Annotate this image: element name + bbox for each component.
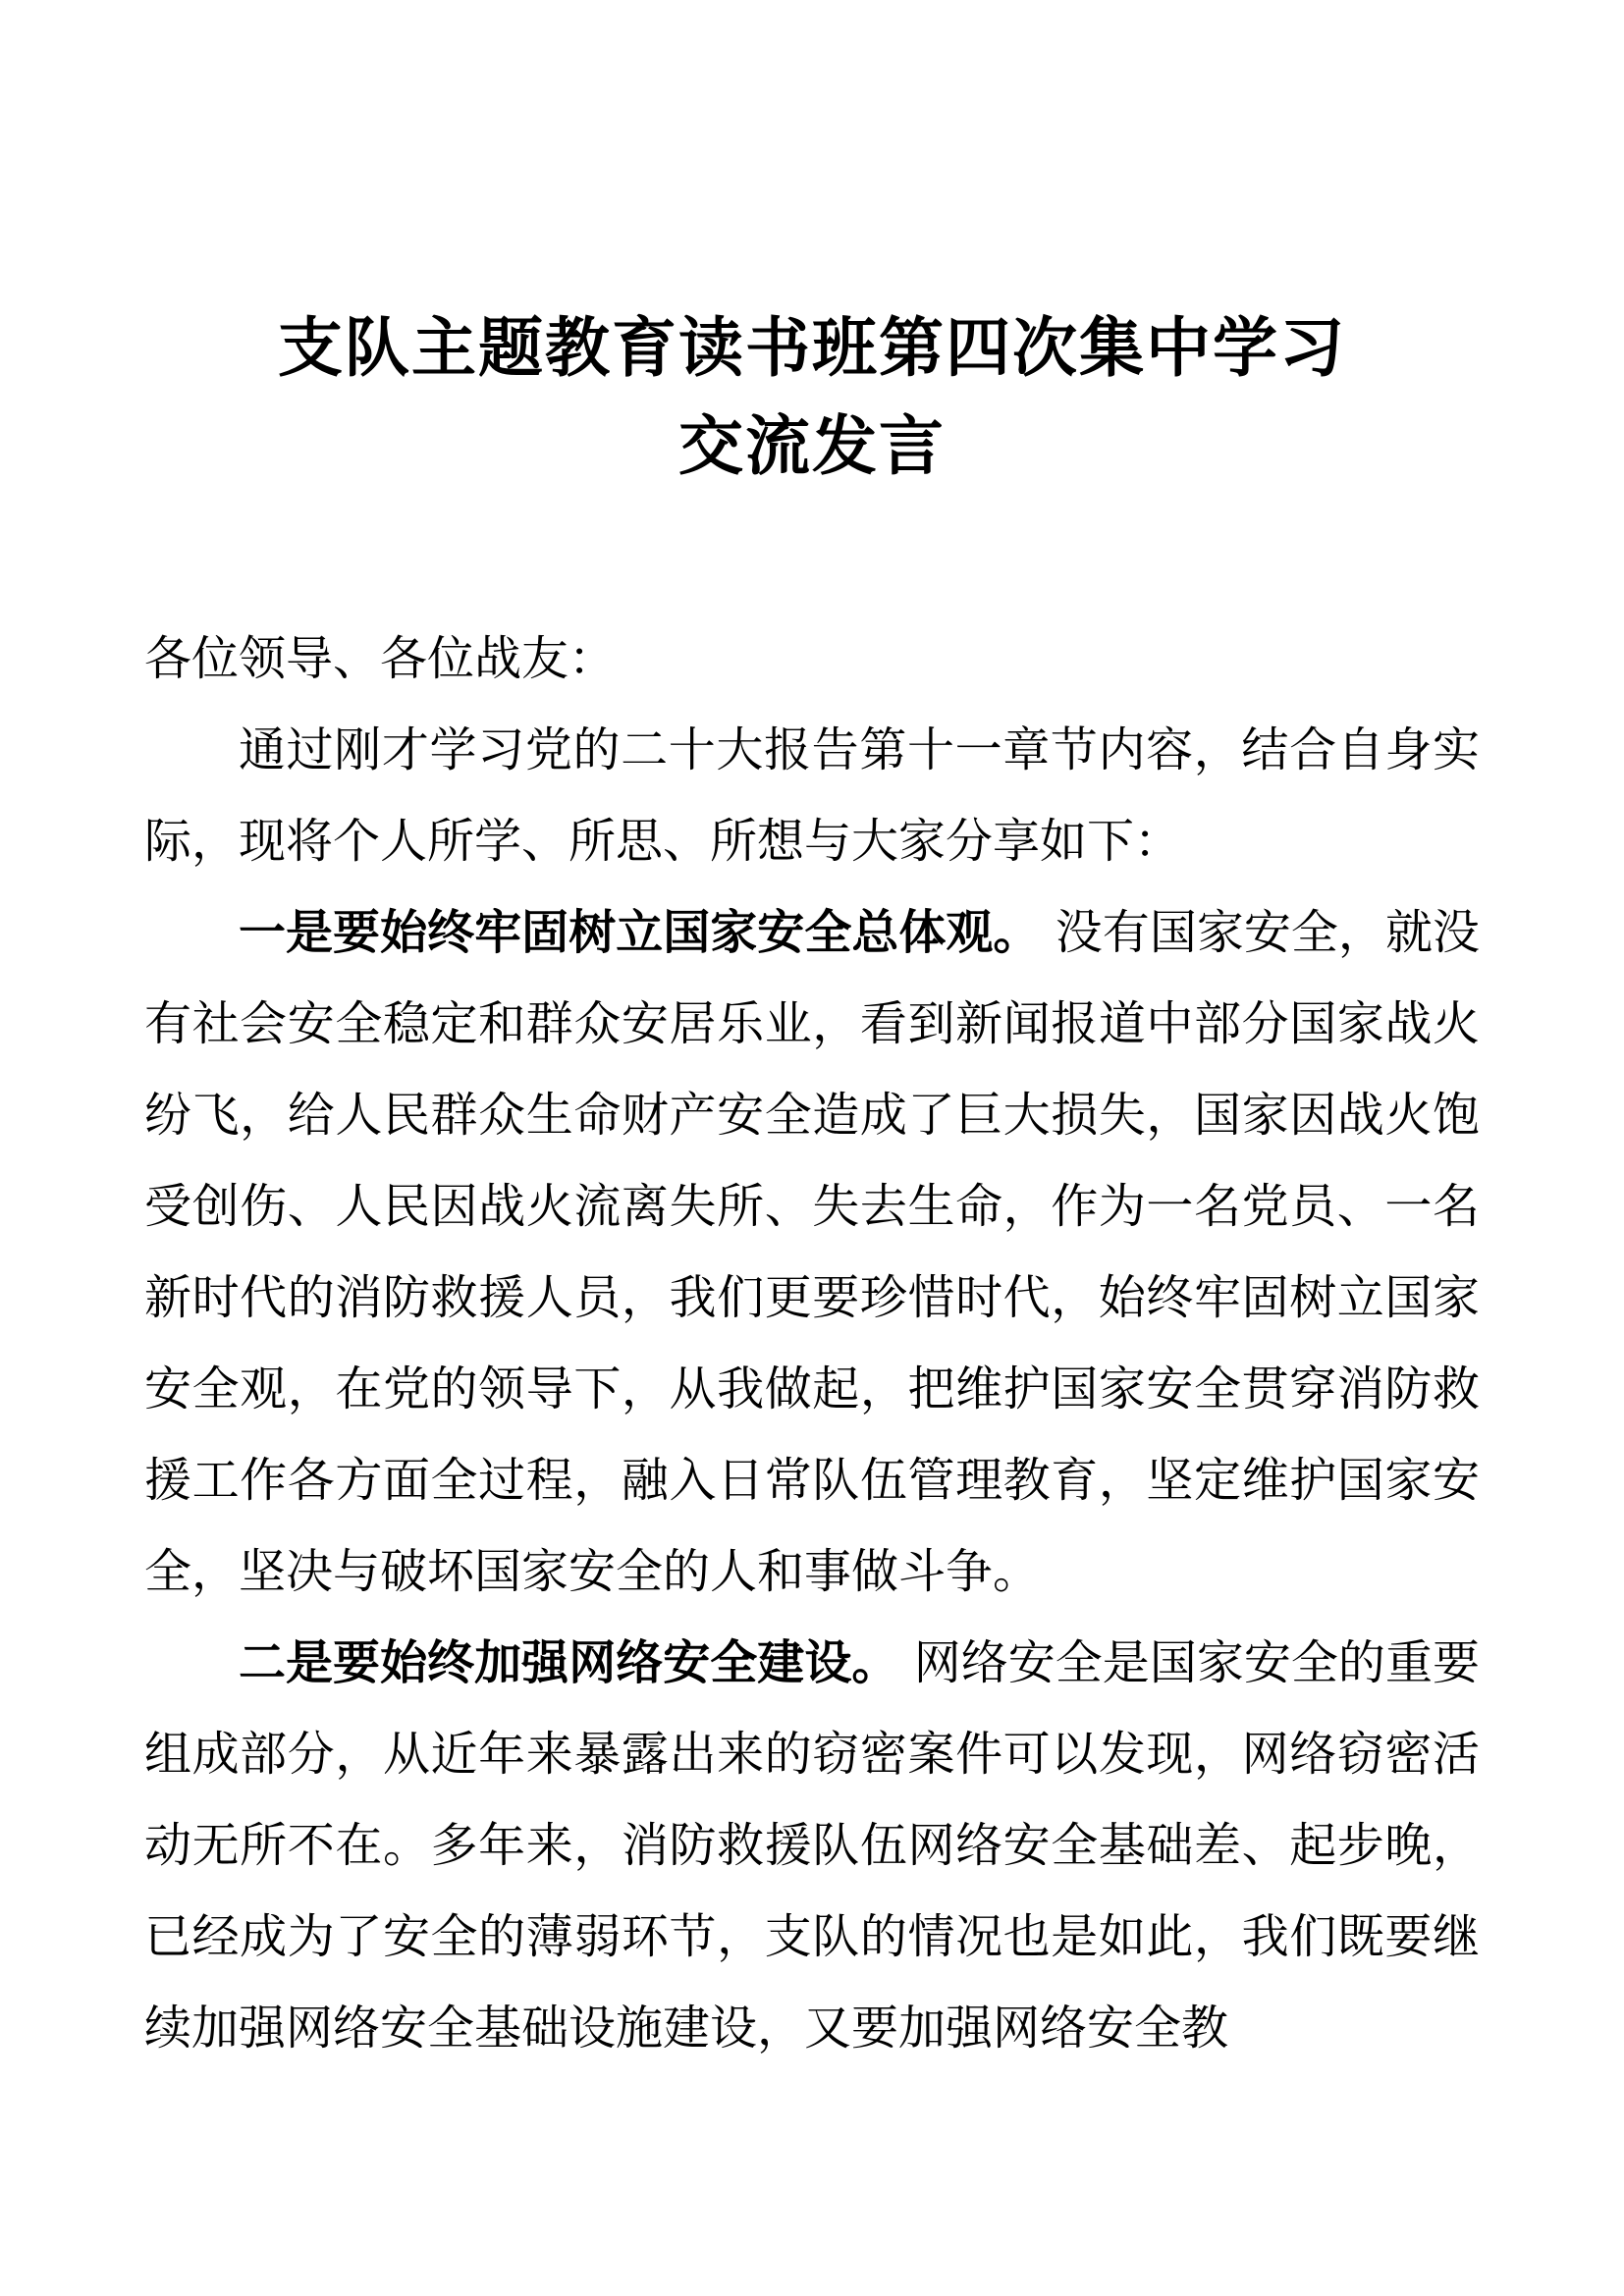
paragraph-text: 没有国家安全，就没有社会安全稳定和群众安居乐业，看到新闻报道中部分国家战火纷飞，给人民群众生命财产安全造成了巨大损失，国家因战火饱受创伤、人民因战火流离失所、失去生命，作为一名党员、一名新时代的消防救援人员，我们更要珍惜时代，始终牢固树立国家安全观，在党的领导下，从我做起，把维护国家安全贯穿消防救援工作各方面全过程，融入日常队伍管理教育，坚定维护国家安全，坚决与破坏国家安全的人和事做斗争。 [144, 905, 1480, 1599]
salutation-paragraph [144, 614, 1480, 705]
paragraph-lead: 一是要始终牢固树立国家安全总体观。 [239, 905, 1041, 960]
title-line-2: 交流发言 [678, 408, 946, 484]
paragraph-lead: 二是要始终加强网络安全建设。 [239, 1635, 899, 1690]
document-title [144, 299, 1480, 496]
paragraph-text: 网络安全是国家安全的重要组成部分，从近年来暴露出来的窃密案件可以发现，网络窃密活动无所不在。多年来，消防救援队伍网络安全基础差、起步晚，已经成为了安全的薄弱环节，支队的情况也是如此，我们既要继续加强网络安全基础设施建设，又要加强网络安全教 [144, 1635, 1480, 2056]
paragraph-text: 通过刚才学习党的二十大报告第十一章节内容，结合自身实际，现将个人所学、所思、所想与大家分享如下： [144, 722, 1480, 869]
point-two-paragraph [144, 1618, 1480, 2074]
intro-paragraph [144, 705, 1480, 887]
paragraph-text: 各位领导、各位战友： [144, 631, 617, 686]
document-body [144, 614, 1480, 2074]
title-line-1: 支队主题教育读书班第四次集中学习 [278, 310, 1346, 386]
point-one-paragraph [144, 887, 1480, 1618]
